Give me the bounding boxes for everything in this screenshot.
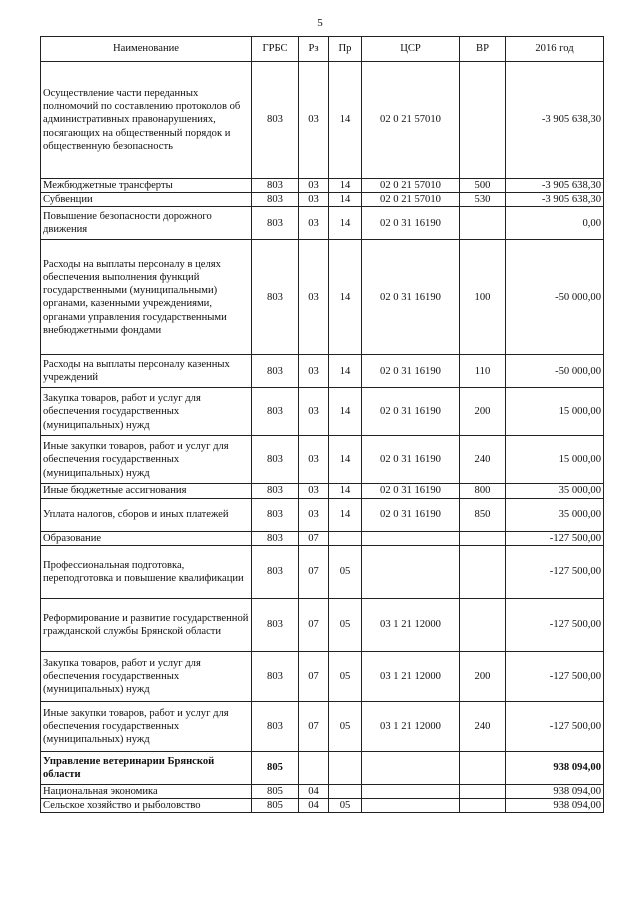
table-row [41,531,604,545]
cell-vr [460,784,506,798]
cell-csr [362,799,460,813]
cell-vr: 850 [460,498,506,531]
table-row [41,799,604,813]
cell-grbs: 803 [252,651,299,701]
cell-name: Осуществление части переданных полномочий по составлению протоколов об административных правонарушениях, посягающих на общественный порядок и общественную безопасность [41,62,252,179]
cell-name: Повышение безопасности дорожного движения [41,207,252,240]
cell-grbs: 803 [252,62,299,179]
cell-csr: 02 0 21 57010 [362,193,460,207]
cell-rz: 03 [299,179,329,193]
table-row [41,207,604,240]
cell-sum: -50 000,00 [506,355,604,388]
cell-name: Закупка товаров, работ и услуг для обеспечения государственных (муниципальных) нужд [41,388,252,436]
cell-csr: 02 0 31 16190 [362,498,460,531]
table-row [41,240,604,355]
cell-name: Сельское хозяйство и рыболовство [41,799,252,813]
cell-rz: 03 [299,498,329,531]
cell-vr [460,751,506,784]
cell-grbs: 803 [252,193,299,207]
cell-grbs: 805 [252,799,299,813]
cell-sum: -127 500,00 [506,701,604,751]
cell-rz: 07 [299,545,329,598]
cell-vr [460,598,506,651]
cell-csr [362,751,460,784]
cell-csr: 02 0 31 16190 [362,484,460,498]
cell-csr [362,545,460,598]
cell-rz: 03 [299,240,329,355]
table-row [41,498,604,531]
cell-rz: 03 [299,193,329,207]
cell-pr: 14 [329,62,362,179]
cell-csr: 02 0 31 16190 [362,355,460,388]
cell-sum: 0,00 [506,207,604,240]
cell-vr: 100 [460,240,506,355]
cell-grbs: 803 [252,701,299,751]
cell-vr: 530 [460,193,506,207]
cell-rz: 07 [299,701,329,751]
cell-vr: 110 [460,355,506,388]
table-row [41,436,604,484]
cell-rz: 03 [299,388,329,436]
cell-name: Уплата налогов, сборов и иных платежей [41,498,252,531]
cell-grbs: 803 [252,179,299,193]
cell-pr: 05 [329,651,362,701]
cell-name: Иные бюджетные ассигнования [41,484,252,498]
cell-grbs: 803 [252,531,299,545]
cell-pr: 14 [329,179,362,193]
cell-name: Управление ветеринарии Брянской области [41,751,252,784]
cell-pr: 14 [329,207,362,240]
cell-sum: 35 000,00 [506,484,604,498]
budget-table [40,36,604,813]
cell-grbs: 803 [252,355,299,388]
header-csr: ЦСР [362,37,460,62]
cell-name: Расходы на выплаты персоналу в целях обеспечения выполнения функций государственными (муниципальными) органами, казенными учреждениями, органами управления государственными внебюджетными фондами [41,240,252,355]
cell-pr: 14 [329,388,362,436]
cell-sum: -3 905 638,30 [506,193,604,207]
header-rz: Рз [299,37,329,62]
table-row [41,598,604,651]
cell-name: Субвенции [41,193,252,207]
cell-name: Иные закупки товаров, работ и услуг для обеспечения государственных (муниципальных) нужд [41,436,252,484]
cell-pr: 14 [329,436,362,484]
cell-pr: 14 [329,484,362,498]
cell-sum: 15 000,00 [506,388,604,436]
cell-vr: 240 [460,436,506,484]
cell-rz: 03 [299,484,329,498]
cell-grbs: 805 [252,784,299,798]
cell-pr: 14 [329,355,362,388]
cell-vr [460,62,506,179]
cell-rz [299,751,329,784]
table-row [41,651,604,701]
cell-name: Межбюджетные трансферты [41,179,252,193]
cell-csr: 03 1 21 12000 [362,598,460,651]
table-row [41,355,604,388]
cell-vr: 200 [460,388,506,436]
table-row [41,751,604,784]
cell-sum: 938 094,00 [506,751,604,784]
cell-grbs: 803 [252,436,299,484]
table-row [41,193,604,207]
cell-name: Образование [41,531,252,545]
cell-pr: 14 [329,193,362,207]
cell-sum: -127 500,00 [506,545,604,598]
table-row [41,545,604,598]
cell-vr [460,799,506,813]
cell-pr [329,784,362,798]
cell-pr: 14 [329,498,362,531]
cell-rz: 03 [299,207,329,240]
table-body [41,62,604,813]
page-number: 5 [317,17,323,29]
cell-rz: 03 [299,62,329,179]
cell-sum: 35 000,00 [506,498,604,531]
cell-grbs: 803 [252,207,299,240]
cell-grbs: 803 [252,545,299,598]
cell-rz: 03 [299,436,329,484]
cell-csr: 02 0 31 16190 [362,388,460,436]
header-grbs: ГРБС [252,37,299,62]
table-row [41,179,604,193]
cell-csr: 02 0 31 16190 [362,240,460,355]
cell-grbs: 803 [252,498,299,531]
header-pr: Пр [329,37,362,62]
cell-name: Расходы на выплаты персоналу казенных учреждений [41,355,252,388]
cell-pr: 14 [329,240,362,355]
header-name: Наименование [41,37,252,62]
cell-pr: 05 [329,545,362,598]
cell-rz: 07 [299,531,329,545]
cell-csr: 03 1 21 12000 [362,651,460,701]
cell-sum: -127 500,00 [506,598,604,651]
cell-vr: 500 [460,179,506,193]
cell-vr: 200 [460,651,506,701]
table-row [41,784,604,798]
cell-grbs: 803 [252,240,299,355]
cell-name: Реформирование и развитие государственной гражданской службы Брянской области [41,598,252,651]
cell-csr: 02 0 31 16190 [362,436,460,484]
cell-csr: 03 1 21 12000 [362,701,460,751]
cell-csr: 02 0 31 16190 [362,207,460,240]
cell-grbs: 803 [252,484,299,498]
cell-pr [329,751,362,784]
cell-sum: -3 905 638,30 [506,62,604,179]
table-row [41,701,604,751]
table-row [41,388,604,436]
cell-rz: 04 [299,799,329,813]
cell-sum: -127 500,00 [506,651,604,701]
cell-grbs: 803 [252,388,299,436]
cell-rz: 07 [299,651,329,701]
cell-sum: 15 000,00 [506,436,604,484]
cell-sum: 938 094,00 [506,799,604,813]
cell-sum: -127 500,00 [506,531,604,545]
cell-vr: 800 [460,484,506,498]
cell-pr: 05 [329,701,362,751]
cell-vr: 240 [460,701,506,751]
cell-pr [329,531,362,545]
cell-name: Национальная экономика [41,784,252,798]
cell-rz: 03 [299,355,329,388]
cell-pr: 05 [329,598,362,651]
cell-pr: 05 [329,799,362,813]
cell-vr [460,545,506,598]
cell-csr: 02 0 21 57010 [362,179,460,193]
cell-sum: 938 094,00 [506,784,604,798]
table-row [41,484,604,498]
cell-csr [362,531,460,545]
cell-vr [460,207,506,240]
header-year: 2016 год [506,37,604,62]
cell-rz: 07 [299,598,329,651]
cell-name: Иные закупки товаров, работ и услуг для обеспечения государственных (муниципальных) нужд [41,701,252,751]
cell-sum: -3 905 638,30 [506,179,604,193]
table-header-row [41,37,604,62]
cell-rz: 04 [299,784,329,798]
cell-grbs: 805 [252,751,299,784]
cell-sum: -50 000,00 [506,240,604,355]
table-row [41,62,604,179]
header-vr: ВР [460,37,506,62]
cell-csr [362,784,460,798]
cell-grbs: 803 [252,598,299,651]
cell-name: Закупка товаров, работ и услуг для обеспечения государственных (муниципальных) нужд [41,651,252,701]
cell-csr: 02 0 21 57010 [362,62,460,179]
cell-name: Профессиональная подготовка, переподготовка и повышение квалификации [41,545,252,598]
cell-vr [460,531,506,545]
